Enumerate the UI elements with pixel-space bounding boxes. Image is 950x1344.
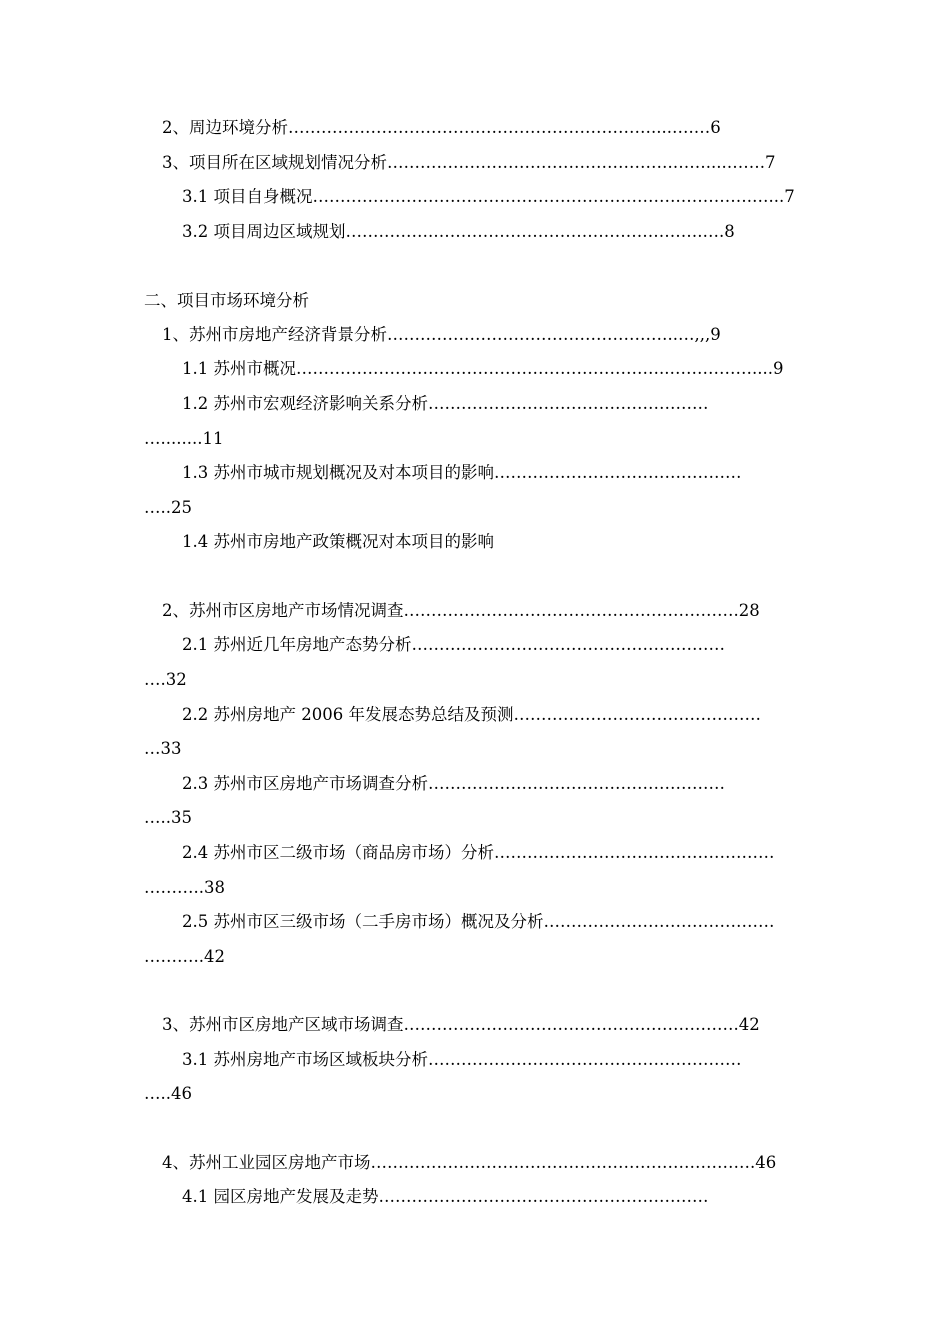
toc-entry: 2.4 苏州市区二级市场（商品房市场）分析…………………………………………… — [182, 843, 775, 862]
toc-entry: 2.3 苏州市区房地产市场调查分析……………………………………………… — [182, 774, 725, 793]
toc-entry: 1.3 苏州市城市规划概况及对本项目的影响……………………………………… — [182, 463, 742, 482]
toc-entry: 4、苏州工业园区房地产市场…………………………………………………………….46 — [162, 1153, 777, 1172]
toc-entry-continuation: ….32 — [144, 670, 187, 689]
toc-entry: 2、周边环境分析…………………………………………………………....….…6 — [162, 118, 721, 137]
toc-section-heading: 二、项目市场环境分析 — [144, 291, 309, 310]
toc-entry: 2、苏州市区房地产市场情况调查…………………………………………………….28 — [162, 601, 760, 620]
toc-entry: 1.4 苏州市房地产政策概况对本项目的影响 — [182, 532, 494, 551]
toc-entry: 2.2 苏州房地产 2006 年发展态势总结及预测……………………………………… — [182, 705, 761, 724]
toc-entry: 4.1 园区房地产发展及走势…………………………………………………… — [182, 1187, 709, 1206]
toc-entry: 2.5 苏州市区三级市场（二手房市场）概况及分析…………………………………… — [182, 912, 775, 931]
toc-entry: 3.2 项目周边区域规划…………….………………………………………….….8 — [182, 222, 735, 241]
toc-entry: 3.1 苏州房地产市场区域板块分析………………………………………………… — [182, 1050, 742, 1069]
toc-entry: 2.1 苏州近几年房地产态势分析………………………………………………… — [182, 635, 725, 654]
toc-entry: 3.1 项目自身概况………………………………………………………….………….…...7 — [182, 187, 795, 206]
toc-entry: 3、苏州市区房地产区域市场调查…………………………………………………….42 — [162, 1015, 760, 1034]
toc-entry: 1.2 苏州市宏观经济影响关系分析…………………………………………… — [182, 394, 709, 413]
toc-entry-continuation: …33 — [144, 739, 182, 758]
toc-entry-continuation: …........11 — [144, 429, 224, 448]
toc-entry-continuation: …..25 — [144, 498, 192, 517]
toc-entry-continuation: …..35 — [144, 808, 192, 827]
toc-entry: 1、苏州市房地产经济背景分析……………………………………………..…,,,9 — [162, 325, 721, 344]
toc-entry-continuation: ………..38 — [144, 878, 225, 897]
toc-entry: 1.1 苏州市概况…………………………………………………………..……………....9 — [182, 359, 784, 378]
toc-entry-continuation: …..46 — [144, 1084, 192, 1103]
toc-entry-continuation: ………..42 — [144, 947, 225, 966]
toc-entry: 3、项目所在区域规划情况分析…………………………………………….……....…….7 — [162, 153, 776, 172]
